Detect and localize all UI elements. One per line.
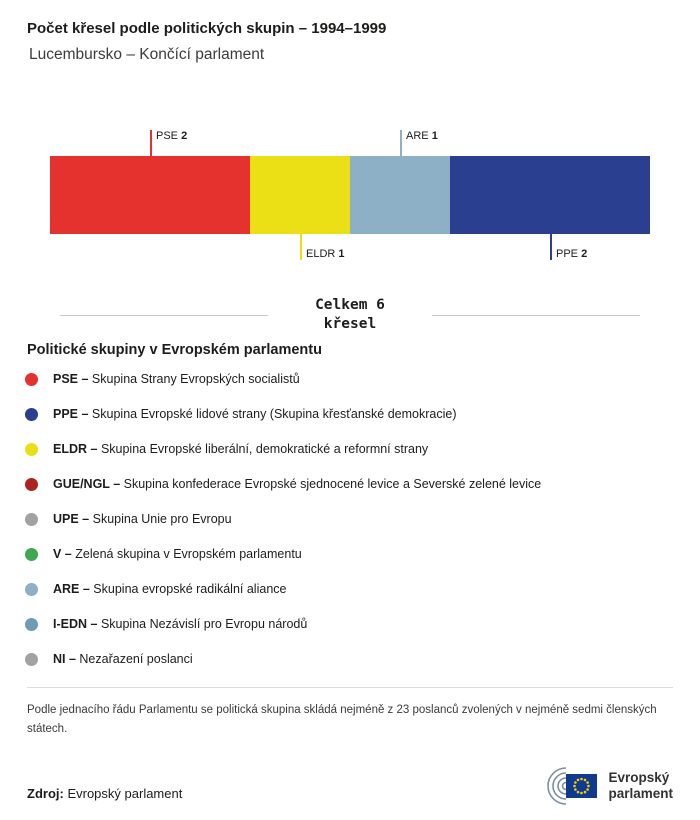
legend-label: V – Zelená skupina v Evropském parlamentu [53,547,302,561]
legend-item-are [25,582,673,596]
ep-logo-line-1: Evropský [608,769,670,785]
legend-label: I-EDN – Skupina Nezávislí pro Evropu národů [53,617,308,631]
legend-item-upe [25,512,673,526]
bar-segment-ppe [450,156,650,234]
legend-item-gue-ngl [25,477,673,491]
legend-item-ni [25,652,673,666]
legend-label: PSE – Skupina Strany Evropských socialistů [53,372,300,386]
total-line-1: Celkem 6 [315,297,385,313]
total-seats-label [290,296,410,334]
legend-heading: Politické skupiny v Evropském parlamentu [27,342,322,358]
legend-label: ARE – Skupina evropské radikální aliance [53,582,287,596]
legend-dot-ppe [25,408,38,421]
legend-dot-are [25,583,38,596]
bar-label-text: PPE 2 [556,248,588,260]
legend-dot-v [25,548,38,561]
total-left-rule [60,315,268,316]
legend-dot-eldr [25,443,38,456]
source-label: Zdroj: [27,785,64,801]
ep-hemicycle-flag-icon [525,765,599,807]
legend-list [25,372,673,666]
ep-logo-text [608,770,673,802]
bar-label-are [400,130,438,156]
legend-label: GUE/NGL – Skupina konfederace Evropské sjednocené levice a Severské zelené levice [53,477,542,491]
total-right-rule [432,315,640,316]
legend-dot-i-edn [25,618,38,631]
legend-item-eldr [25,442,673,456]
ep-logo-line-2: parlament [608,785,673,801]
bar-label-text: ELDR 1 [306,248,345,260]
bar-segment-are [350,156,450,234]
legend-item-ppe [25,407,673,421]
bar-label-text: PSE 2 [156,130,188,142]
tick-mark [550,234,552,260]
divider-rule [27,687,673,688]
stacked-bar [50,156,650,234]
legend-dot-gue-ngl [25,478,38,491]
legend-item-pse [25,372,673,386]
footnote: Podle jednacího řádu Parlamentu se politická skupina skládá nejméně z 23 poslanců zvolených v nejméně sedmi členských státech. [27,704,657,735]
page-subtitle: Lucembursko – Končící parlament [29,46,265,63]
bar-label-pse [150,130,187,156]
ep-logo [525,765,673,807]
legend-label: PPE – Skupina Evropské lidové strany (Skupina křesťanské demokracie) [53,407,457,421]
legend-item-v [25,547,673,561]
legend-item-i-edn [25,617,673,631]
legend-dot-pse [25,373,38,386]
legend-label: NI – Nezařazení poslanci [53,652,193,666]
source [27,786,182,801]
bar-label-ppe [550,234,587,260]
bar-segment-pse [50,156,250,234]
tick-mark [150,130,152,156]
tick-mark [400,130,402,156]
bar-label-text: ARE 1 [406,130,438,142]
legend-dot-upe [25,513,38,526]
seat-bar-chart [50,128,650,260]
source-value: Evropský parlament [67,785,183,801]
legend-dot-ni [25,653,38,666]
total-line-2: křesel [323,316,377,332]
legend-label: UPE – Skupina Unie pro Evropu [53,512,232,526]
bar-segment-eldr [250,156,350,234]
page-title: Počet křesel podle politických skupin – 1994–1999 [27,20,387,37]
legend-label: ELDR – Skupina Evropské liberální, demokratické a reformní strany [53,442,429,456]
total-seats [60,296,640,334]
bar-label-eldr [300,234,345,260]
tick-mark [300,234,302,260]
footer [27,765,673,807]
